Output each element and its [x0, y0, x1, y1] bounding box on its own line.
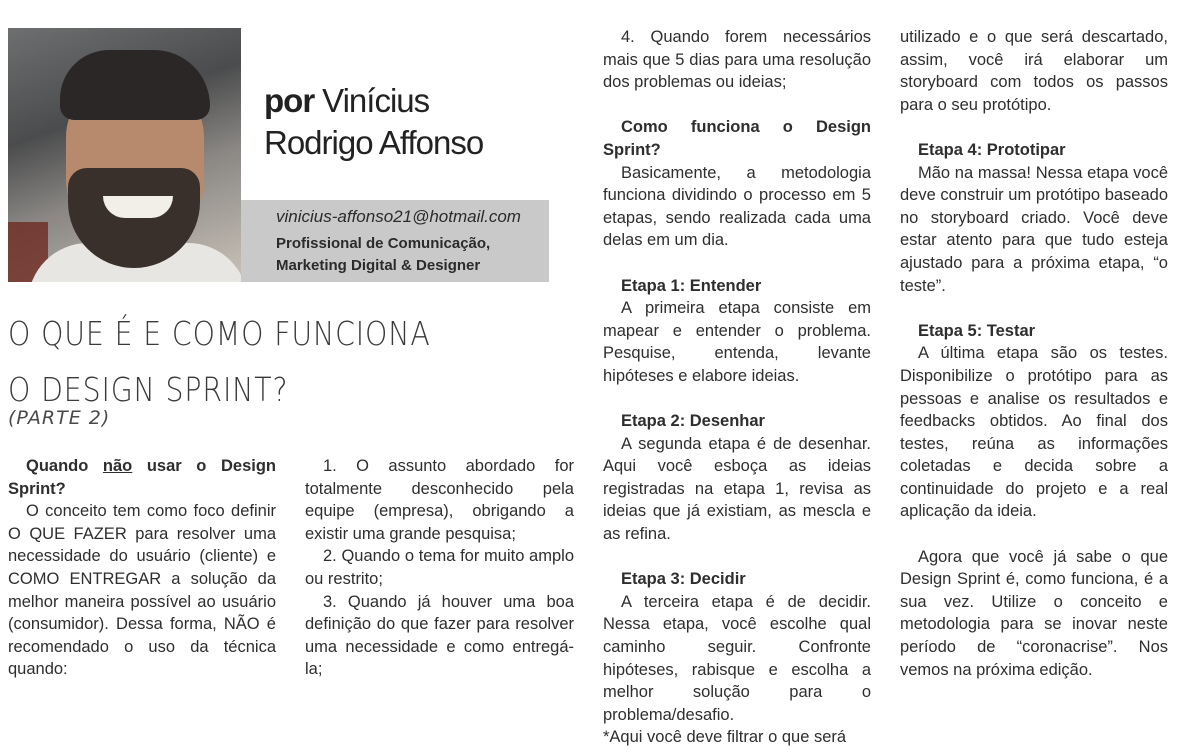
author-first-name: Vinícius	[322, 82, 430, 119]
article-subtitle: (PARTE 2)	[8, 407, 111, 429]
step2-heading: Etapa 2: Desenhar	[621, 412, 765, 431]
when-not-paragraph: O conceito tem como foco definir O QUE FAZER para resolver uma necessidade do usuário (cliente) e COMO ENTREGAR a solução da melhor maneira possível ao usuário (consumidor). Dessa forma, NÃO é recomendado o uso da técnica quando:	[8, 502, 276, 679]
step1-heading: Etapa 1: Entender	[621, 276, 762, 295]
closing-paragraph: Agora que você já sabe o que Design Sprint é, como funciona, é a sua vez. Utilize o conceito e metodologia para se inovar neste período de “coronacrise”. Nos vemos na próxima edição.	[900, 547, 1168, 679]
author-role	[276, 233, 490, 277]
step3-text: A terceira etapa é de decidir. Nessa etapa, você escolhe qual caminho seguir. Confronte hipóteses, rabisque e escolha a melhor solução para o problema/desafio.	[603, 592, 871, 724]
step3-note: *Aqui você deve filtrar o que será	[603, 728, 847, 747]
list-item-4: 4. Quando forem necessários mais que 5 dias para uma resolução dos problemas ou ideias;	[603, 28, 871, 92]
step5-text: A última etapa são os testes. Disponibilize o protótipo para as pessoas e analise os resultados e feedbacks obtidos. Ao final dos testes, reúna as informações coletadas e decida sobre a continuidade do projeto e a real aplicação da ideia.	[900, 344, 1168, 521]
byline-prefix: por	[264, 82, 315, 119]
list-item-1: 1. O assunto abordado for totalmente desconhecido pela equipe (empresa), obrigando a existir uma grande pesquisa;	[305, 457, 574, 543]
author-role-line2: Marketing Digital & Designer	[276, 257, 481, 274]
when-not-heading: Quando não usar o Design Sprint?	[8, 457, 276, 498]
author-last-name: Rodrigo Affonso	[264, 124, 484, 161]
list-item-3: 3. Quando já houver uma boa definição do que fazer para resolver uma necessidade e como entregá-la;	[305, 592, 574, 679]
column-3	[603, 26, 871, 749]
step3-continued: utilizado e o que será descartado, assim, você irá elaborar um storyboard com todos os passos para o seu protótipo.	[900, 28, 1168, 114]
author-role-line1: Profissional de Comunicação,	[276, 235, 491, 252]
author-contact-box	[241, 200, 549, 282]
column-2	[305, 455, 574, 681]
step4-text: Mão na massa! Nessa etapa você deve construir um protótipo baseado no storyboard criado. Você deve estar atento para que tudo esteja ajustado para a próxima etapa, “o teste”.	[900, 163, 1168, 295]
list-item-2: 2. Quando o tema for muito amplo ou restrito;	[305, 547, 574, 588]
column-4	[900, 26, 1168, 681]
title-line2: O DESIGN SPRINT?	[8, 370, 289, 409]
author-email[interactable]: vinicius-affonso21@hotmail.com	[276, 207, 521, 226]
article-title	[8, 306, 490, 418]
step3-heading: Etapa 3: Decidir	[621, 570, 746, 589]
step4-heading: Etapa 4: Prototipar	[918, 140, 1066, 159]
step1-text: A primeira etapa consiste em mapear e entender o problema. Pesquise, entenda, levante hipóteses e elabore ideias.	[603, 299, 871, 385]
underlined-word: não	[102, 457, 133, 475]
step2-text: A segunda etapa é de desenhar. Aqui você esboça as ideias registradas na etapa 1, revisa as ideias que já existiam, as mescla e as refina.	[603, 434, 871, 544]
how-heading: Como funciona o Design Sprint?	[603, 118, 871, 159]
author-byline	[264, 80, 564, 164]
author-photo	[8, 28, 241, 282]
how-text: Basicamente, a metodologia funciona dividindo o processo em 5 etapas, sendo realizada cada uma delas em um dia.	[603, 163, 871, 250]
step5-heading: Etapa 5: Testar	[918, 321, 1036, 340]
title-line1: O QUE É E COMO FUNCIONA	[8, 314, 431, 353]
column-1	[8, 455, 276, 681]
